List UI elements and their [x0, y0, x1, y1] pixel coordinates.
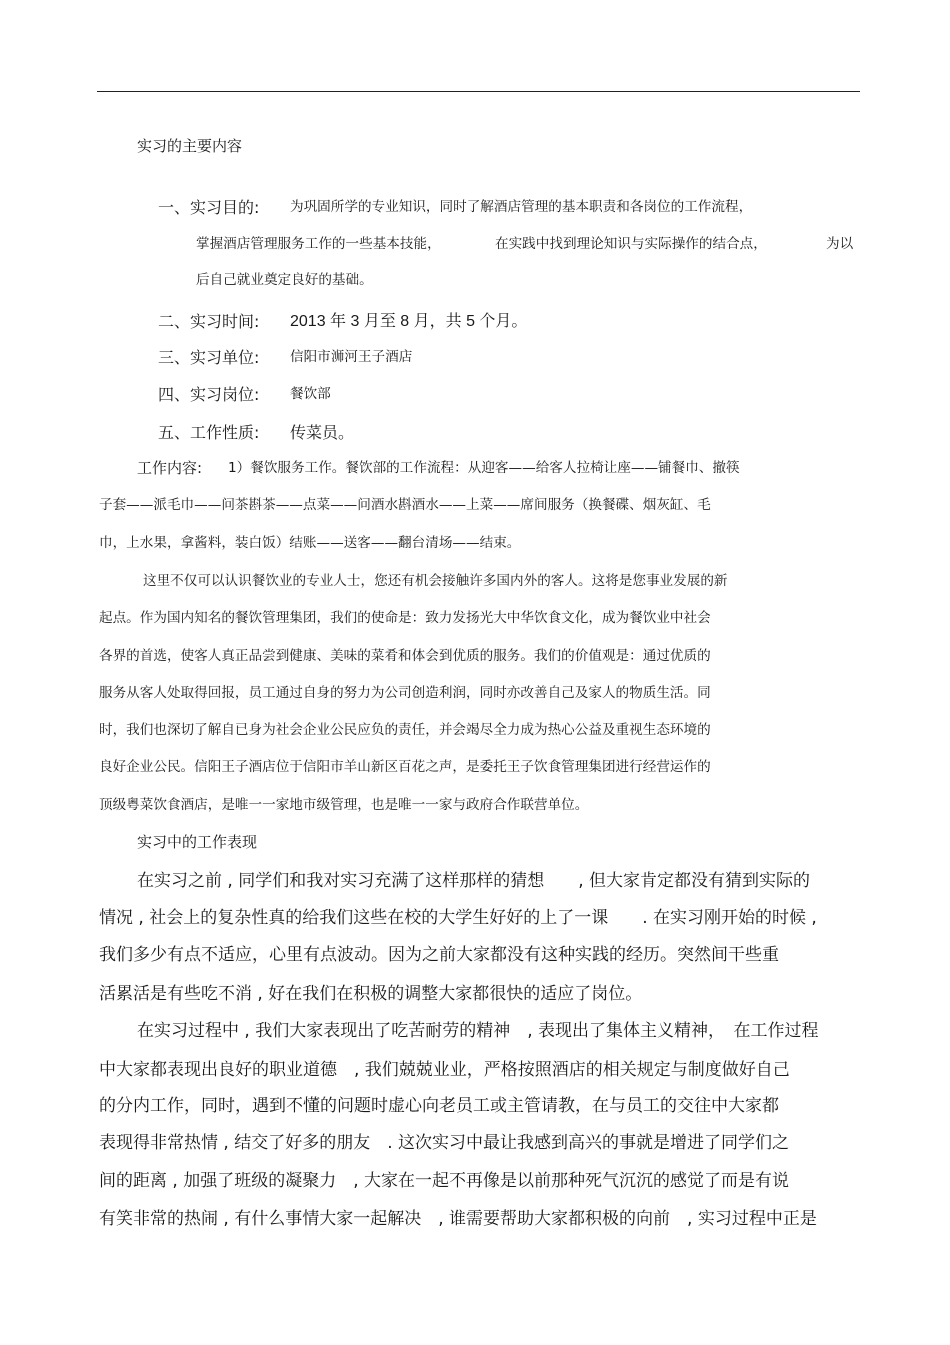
item-text: 后自己就业奠定良好的基础。 [196, 272, 373, 288]
work-content-line: 1）餐饮服务工作。餐饮部的工作流程：从迎客——给客人拉椅让座——铺餐巾、撤筷 [228, 460, 740, 476]
body-line: 我们多少有点不适应，心里有点波动。因为之前大家都没有这种实践的经历。突然间干些重 [99, 945, 779, 965]
item-label: 二、实习时间: [158, 312, 260, 331]
item-text: 为以 [826, 236, 854, 252]
section-title: 实习的主要内容 [137, 137, 243, 155]
item-text: 为巩固所学的专业知识，同时了解酒店管理的基本职责和各岗位的工作流程， [290, 199, 753, 215]
body-line: 情况 , 社会上的复杂性真的给我们这些在校的大学生好好的上了一课 . 在实习刚开始的时候 , [99, 908, 817, 928]
work-content-label: 工作内容: [137, 459, 203, 477]
body-line: 在实习过程中 , 我们大家表现出了吃苦耐劳的精神 , 表现出了集体主义精神， 在工作过程 [137, 1021, 819, 1041]
body-line: 中大家都表现出良好的职业道德 , 我们兢兢业业，严格按照酒店的相关规定与制度做好自己 [99, 1060, 790, 1080]
body-line: 活累活是有些吃不消 , 好在我们在积极的调整大家都很快的适应了岗位。 [99, 984, 643, 1004]
item-text: 掌握酒店管理服务工作的一些基本技能， [196, 236, 441, 252]
section-title: 实习中的工作表现 [137, 833, 258, 851]
intro-line: 起点。作为国内知名的餐饮管理集团，我们的使命是：致力发扬光大中华饮食文化，成为餐饮业中社会 [99, 610, 711, 626]
intro-line: 这里不仅可以认识餐饮业的专业人士，您还有机会接触许多国内外的客人。这将是您事业发展的新 [143, 573, 728, 589]
item-value: 餐饮部 [290, 386, 331, 402]
item-value: 信阳市浉河王子酒店 [290, 349, 413, 365]
body-line: 的分内工作，同时，遇到不懂的问题时虚心向老员工或主管请教，在与员工的交往中大家都 [99, 1096, 779, 1116]
body-line: 表现得非常热情 , 结交了好多的朋友 . 这次实习中最让我感到高兴的事就是增进了同学们之 [99, 1133, 790, 1153]
intro-line: 时，我们也深切了解自已身为社会企业公民应负的责任，并会竭尽全力成为热心公益及重视生态环境的 [99, 722, 711, 738]
intro-line: 服务从客人处取得回报，员工通过自身的努力为公司创造利润，同时亦改善自己及家人的物质生活。同 [99, 685, 711, 701]
body-line: 间的距离 , 加强了班级的凝聚力 , 大家在一起不再像是以前那种死气沉沉的感觉了而是有说 [99, 1171, 790, 1191]
item-label: 四、实习岗位: [158, 385, 260, 404]
intro-line: 各界的首选，使客人真正品尝到健康、美味的菜肴和体会到优质的服务。我们的价值观是：通过优质的 [99, 648, 711, 664]
header-rule [97, 91, 860, 92]
body-line: 在实习之前 , 同学们和我对实习充满了这样那样的猜想 , 但大家肯定都没有猜到实际的 [137, 871, 811, 891]
intro-line: 顶级粤菜饮食酒店，是唯一一家地市级管理，也是唯一一家与政府合作联营单位。 [99, 797, 589, 813]
work-content-line: 子套——派毛巾——问茶斟茶——点菜——问酒水斟酒水——上菜——席间服务（换餐碟、烟灰缸、毛 [99, 497, 711, 513]
item-label: 五、工作性质: [158, 423, 260, 442]
work-content-line: 巾，上水果，拿酱料，装白饭）结账——送客——翻台清场——结束。 [99, 535, 521, 551]
item-value: 2013 年 3 月至 8 月，共 5 个月。 [290, 313, 528, 330]
item-label: 一、实习目的: [158, 198, 260, 217]
item-text: 在实践中找到理论知识与实际操作的结合点， [495, 236, 767, 252]
body-line: 有笑非常的热闹 , 有什么事情大家一起解决 , 谁需要帮助大家都积极的向前 , 实习过程中正是 [99, 1209, 817, 1229]
item-label: 三、实习单位: [158, 348, 260, 367]
item-value: 传菜员。 [290, 423, 355, 442]
intro-line: 良好企业公民。信阳王子酒店位于信阳市羊山新区百花之声，是委托王子饮食管理集团进行经营运作的 [99, 759, 711, 775]
